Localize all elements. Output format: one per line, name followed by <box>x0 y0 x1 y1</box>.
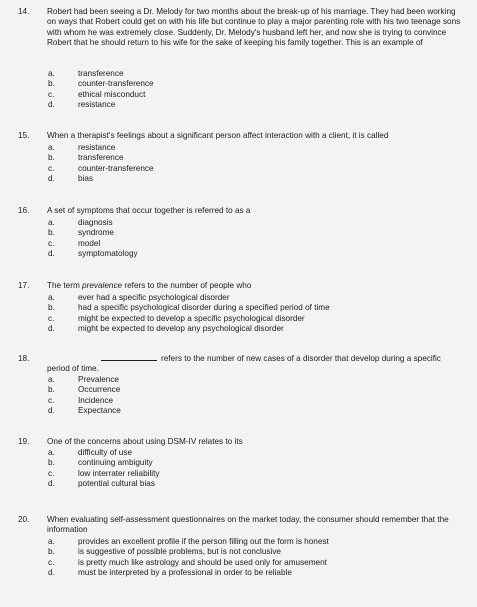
option-text: is suggestive of possible problems, but is not conclusive <box>78 547 281 557</box>
option-letter: c. <box>48 557 55 567</box>
option-letter: c. <box>48 163 55 173</box>
option-letter: b. <box>48 153 55 163</box>
question-number: 14. <box>18 7 30 16</box>
fill-in-blank <box>101 360 157 361</box>
option-text: potential cultural bias <box>78 478 155 488</box>
option-letter: b. <box>48 458 55 468</box>
option-letter: c. <box>48 468 55 478</box>
option-text: had a specific psychological disorder during a specified period of time <box>78 303 330 313</box>
option-letter: d. <box>48 99 55 109</box>
option-letter: a. <box>48 218 55 227</box>
question-number: 17. <box>18 281 30 290</box>
question-stem <box>47 281 462 291</box>
option-letter: d. <box>48 405 55 415</box>
option-letter: d. <box>48 248 55 258</box>
option-text: counter-transference <box>78 163 154 173</box>
question-stem: Robert had been seeing a Dr. Melody for two months about the break-up of his marriage. They had been working on ways that Robert could get on with his life but continue to play a major parenting role with his two teenage sons with whom he was extremely close. Suddenly, Dr. Melody's husband left her, and now she is trying to convince Robert that he should return to his wife for the sake of keeping his family together. This is an example of <box>47 7 461 47</box>
option-text: Expectance <box>78 405 121 415</box>
option-text: ethical misconduct <box>78 89 146 99</box>
option-letter: c. <box>48 313 55 323</box>
option-letter: a. <box>48 448 55 457</box>
stem-line: period of time. <box>47 364 99 374</box>
question-number: 20. <box>18 515 30 524</box>
option-letter: d. <box>48 323 55 333</box>
question-stem: When evaluating self-assessment questionnaires on the market today, the consumer should remember that the information <box>47 515 449 535</box>
option-text: Incidence <box>78 395 114 405</box>
option-letter: a. <box>48 375 55 384</box>
question-stem: One of the concerns about using DSM-IV relates to its <box>47 437 243 446</box>
stem-text: The term <box>47 281 83 290</box>
stem-line <box>47 354 462 364</box>
option-text: difficulty of use <box>78 448 133 457</box>
option-text: syndrome <box>78 228 114 238</box>
question-number: 16. <box>18 206 30 215</box>
option-letter: d. <box>48 478 55 488</box>
option-letter: c. <box>48 238 55 248</box>
option-text: ever had a specific psychological disorder <box>78 293 230 302</box>
option-text: Occurrence <box>78 385 121 395</box>
option-text: might be expected to develop any psychological disorder <box>78 323 284 333</box>
option-text: might be expected to develop a specific psychological disorder <box>78 313 305 323</box>
option-text: diagnosis <box>78 218 113 227</box>
question-stem: When a therapist's feelings about a significant person affect interaction with a client, it is called <box>47 131 389 140</box>
option-letter: b. <box>48 79 55 89</box>
option-letter: a. <box>48 143 55 152</box>
option-text: transference <box>78 153 124 163</box>
option-text: is pretty much like astrology and should be used only for amusement <box>78 557 327 567</box>
option-text: must be interpreted by a professional in order to be reliable <box>78 567 292 577</box>
question-number: 19. <box>18 437 30 446</box>
question-stem: A set of symptoms that occur together is referred to as a <box>47 206 251 215</box>
option-text: bias <box>78 173 94 183</box>
stem-text: refers to the number of new cases of a disorder that develop during a specific <box>161 354 441 363</box>
option-text: transference <box>78 69 124 78</box>
option-text: continuing ambiguity <box>78 458 153 468</box>
option-letter: d. <box>48 173 55 183</box>
option-text: resistance <box>78 99 116 109</box>
stem-text: refers to the number of people who <box>122 281 252 290</box>
question-number: 18. <box>18 354 30 363</box>
option-text: provides an excellent profile if the person filling out the form is honest <box>78 537 329 546</box>
option-letter: c. <box>48 395 55 405</box>
option-letter: b. <box>48 228 55 238</box>
emphasized-term: prevalence <box>82 281 123 290</box>
option-letter: d. <box>48 567 55 577</box>
question-number: 15. <box>18 131 30 140</box>
option-text: symptomatology <box>78 248 138 258</box>
option-text: counter-transference <box>78 79 154 89</box>
option-letter: b. <box>48 385 55 395</box>
option-text: low interrater reliability <box>78 468 160 478</box>
option-letter: b. <box>48 303 55 313</box>
option-text: resistance <box>78 143 116 152</box>
option-letter: c. <box>48 89 55 99</box>
option-letter: a. <box>48 293 55 302</box>
option-text: model <box>78 238 101 248</box>
option-letter: b. <box>48 547 55 557</box>
question-stem <box>47 354 462 375</box>
option-letter: a. <box>48 537 55 546</box>
option-letter: a. <box>48 69 55 78</box>
option-text: Prevalence <box>78 375 119 384</box>
